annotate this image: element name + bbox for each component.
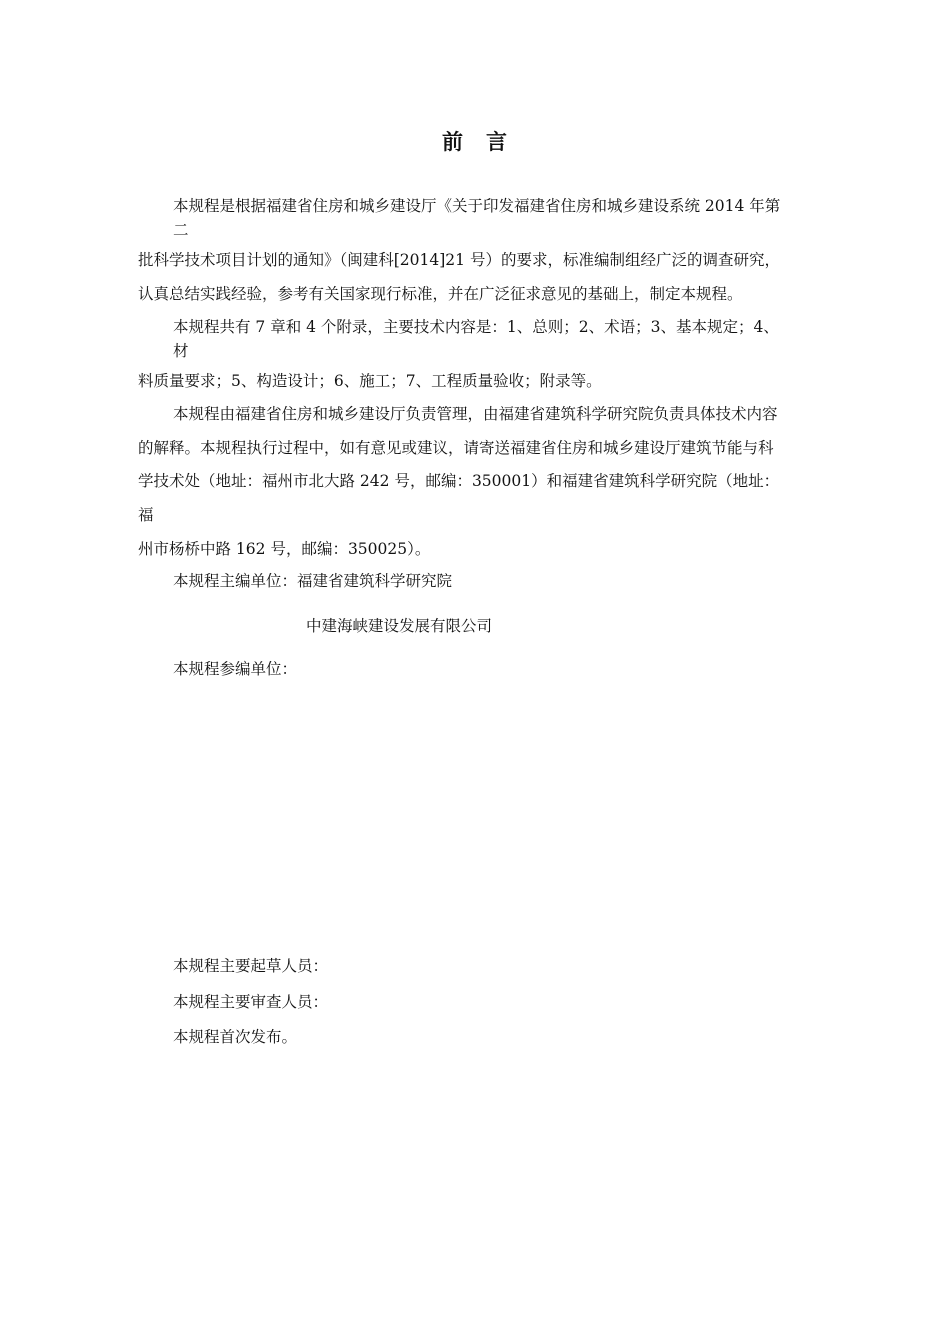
paragraph-line: 福 [138,506,154,524]
paragraph-line: 本规程由福建省住房和城乡建设厅负责管理，由福建省建筑科学研究院负责具体技术内容 [173,405,778,423]
paragraph-line: 州市杨桥中路 162 号，邮编：350025）。 [138,540,431,558]
paragraph-line: 认真总结实践经验，参考有关国家现行标准，并在广泛征求意见的基础上，制定本规程。 [138,285,743,303]
paragraph-line: 料质量要求；5、构造设计；6、施工；7、工程质量验收；附录等。 [138,372,602,390]
paragraph-line: 二 [173,221,189,239]
paragraph-line: 批科学技术项目计划的通知》（闽建科[2014]21 号）的要求，标准编制组经广泛的调查研究， [138,251,780,269]
chief-editor-unit: 本规程主编单位：福建省建筑科学研究院 [173,572,453,590]
page-title: 前 言 [442,129,508,154]
chief-editor-unit-2: 中建海峡建设发展有限公司 [306,617,493,635]
drafters: 本规程主要起草人员： [173,957,329,975]
paragraph-line: 本规程是根据福建省住房和城乡建设厅《关于印发福建省住房和城乡建设系统 2014 年第 [173,197,781,215]
paragraph-line: 本规程共有 7 章和 4 个附录，主要技术内容是：1、总则；2、术语；3、基本规定；4、 [173,318,779,336]
paragraph-line: 的解释。本规程执行过程中，如有意见或建议，请寄送福建省住房和城乡建设厅建筑节能与科 [138,439,774,457]
reviewers: 本规程主要审查人员： [173,993,329,1011]
participating-units: 本规程参编单位： [173,660,298,678]
paragraph-line: 学技术处（地址：福州市北大路 242 号，邮编：350001）和福建省建筑科学研究院（地址： [138,472,780,490]
first-release-note: 本规程首次发布。 [173,1028,298,1046]
paragraph-line: 材 [173,342,189,360]
